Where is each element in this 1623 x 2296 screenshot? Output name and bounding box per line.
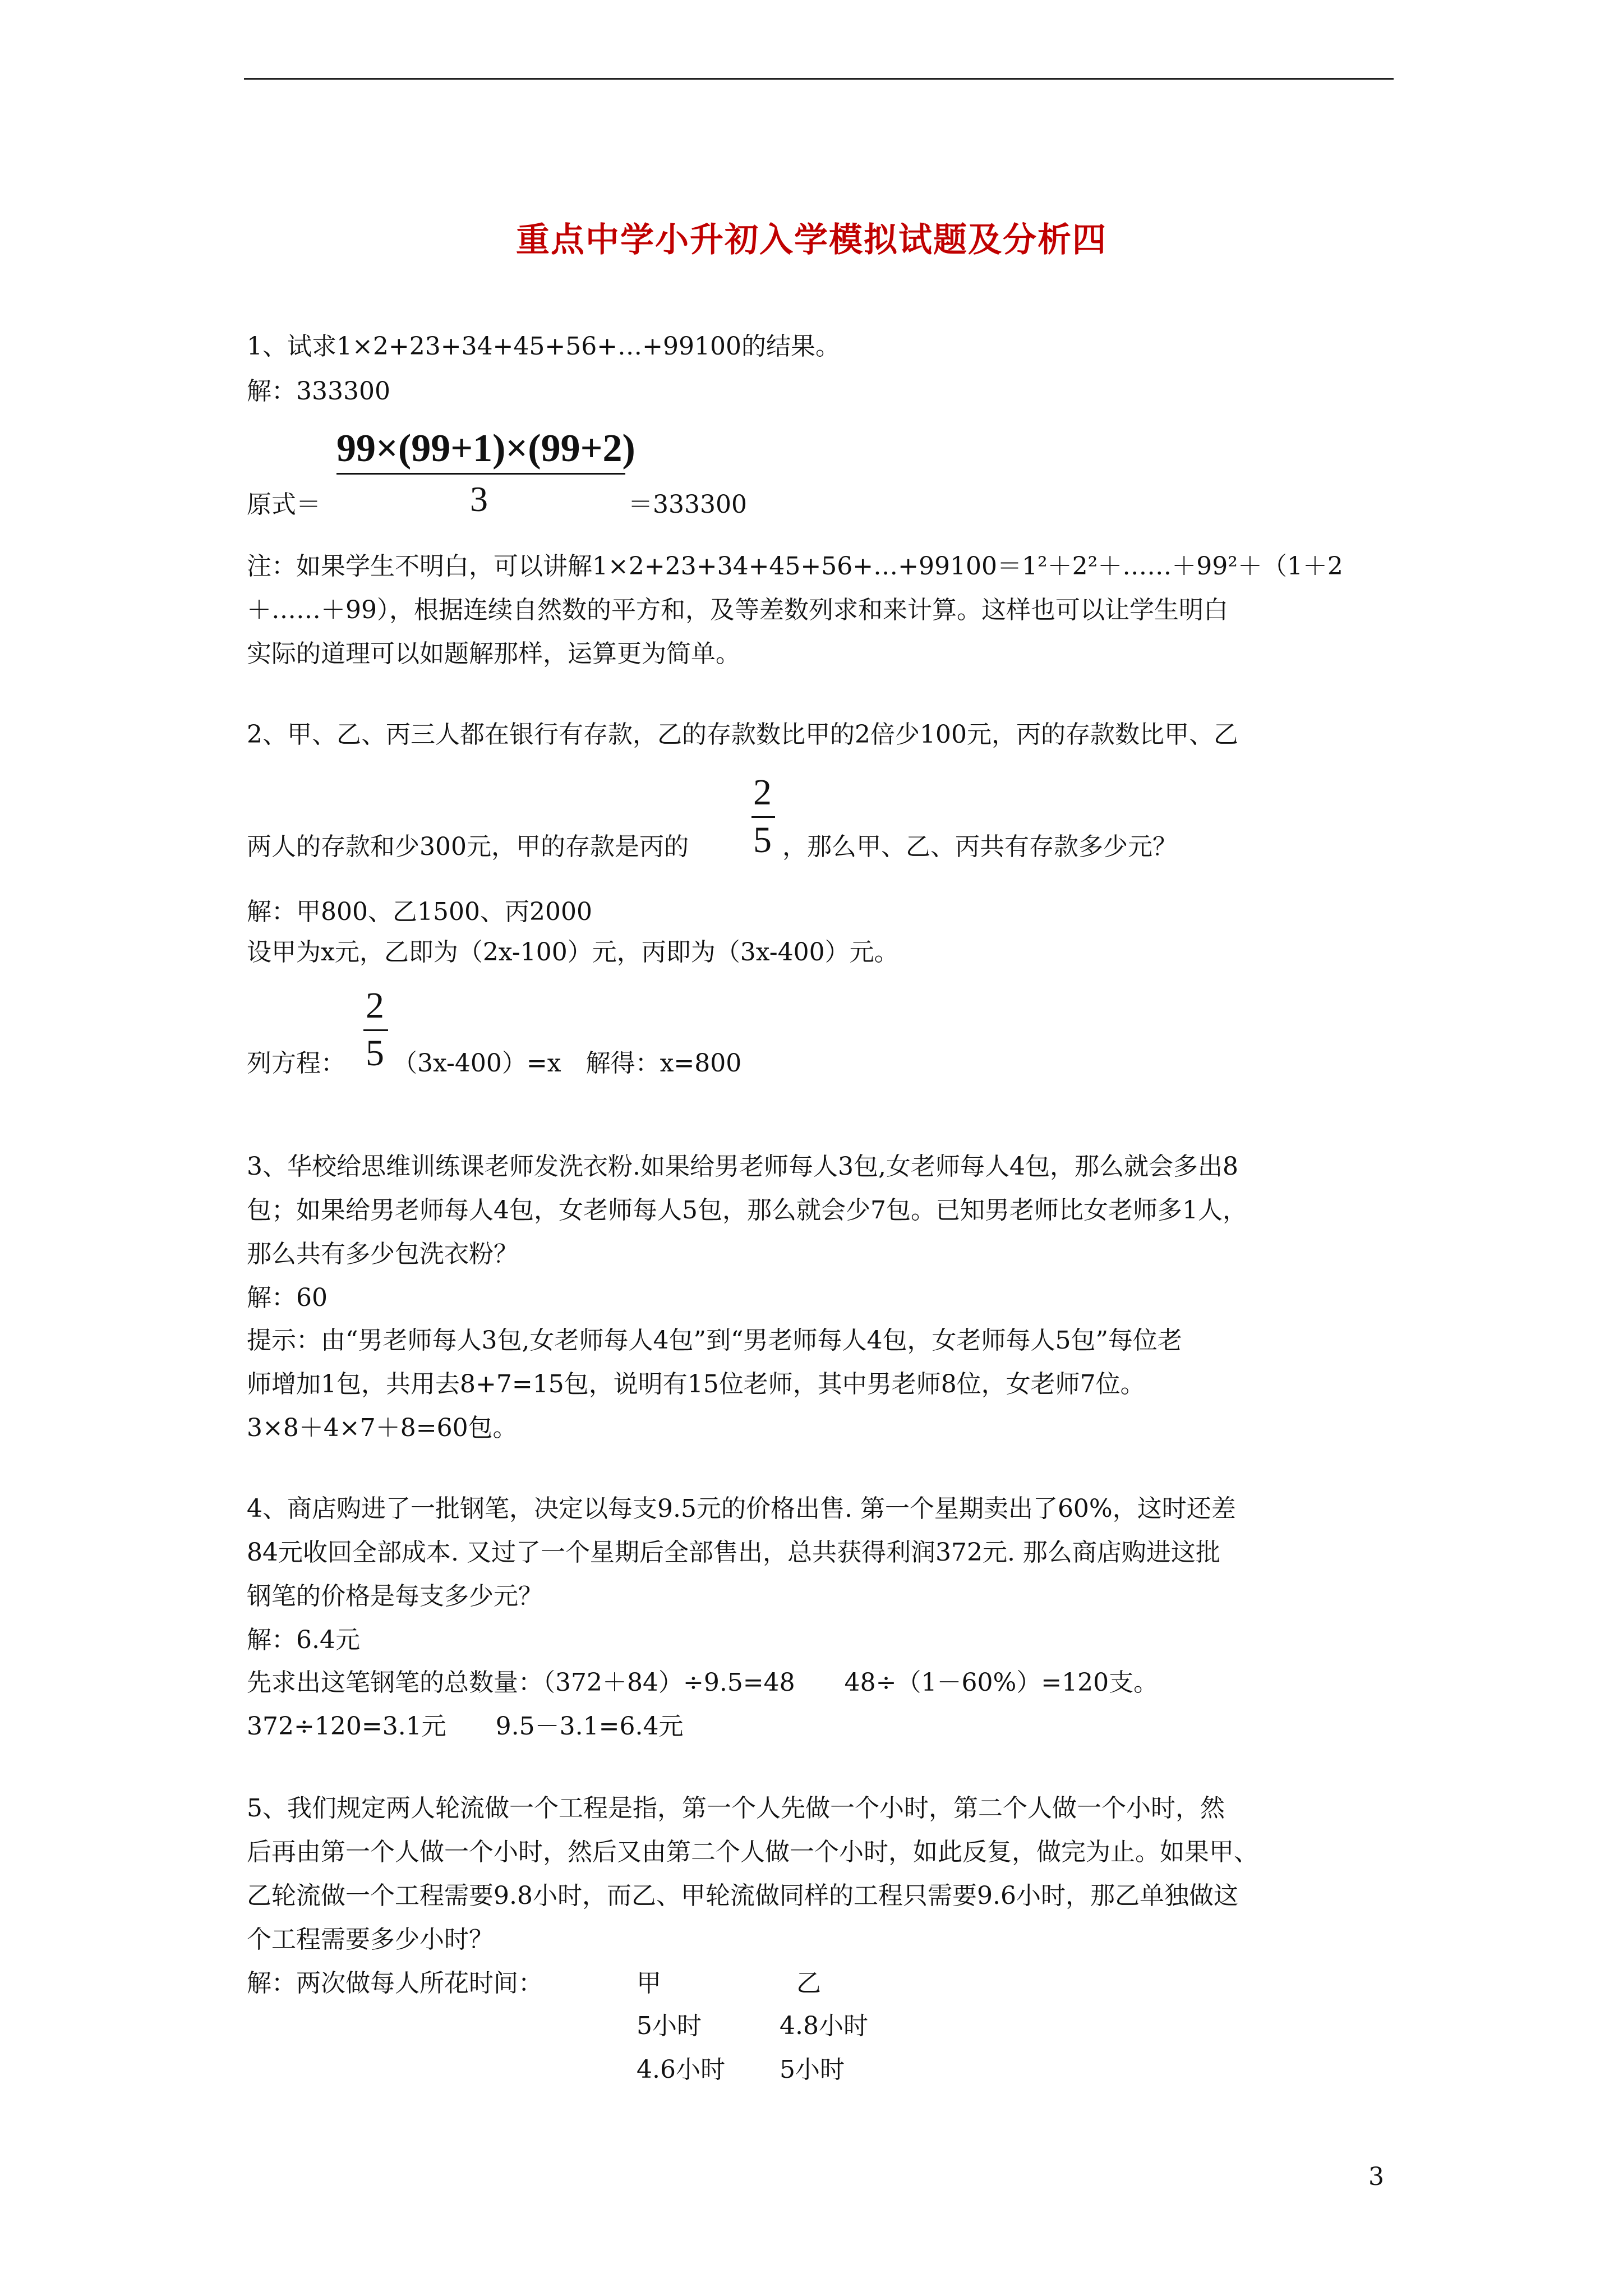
q4-line3: 钢笔的价格是每支多少元？ [247,1582,543,1611]
q2-line2b: ，那么甲、乙、丙共有存款多少元？ [782,832,1177,861]
q5-col-a-header: 甲 [637,1969,661,1998]
q2-setup: 设甲为x元，乙即为（2x-100）元，丙即为（3x-400）元。 [247,938,899,967]
q5-line2: 后再由第一个人做一个小时，然后又由第二个人做一个小时，如此反复，做完为止。如果甲、 [247,1838,1258,1866]
q4-line1: 4、商店购进了一批钢笔，决定以每支9.5元的价格出售. 第一个星期卖出了60%，这时还差 [247,1494,1236,1523]
header-rule [244,78,1394,80]
q3-hint-line3: 3×8＋4×7＋8=60包。 [247,1414,518,1442]
q3-line2: 包；如果给男老师每人4包，女老师每人5包，那么就会少7包。已知男老师比女老师多1人， [247,1196,1247,1225]
q5-answer-prefix: 解：两次做每人所花时间： [247,1969,543,1998]
q2-line2a: 两人的存款和少300元，甲的存款是丙的 [247,832,689,861]
q4-answer: 解：6.4元 [247,1626,360,1654]
q1-note-line3: 实际的道理可以如题解那样，运算更为简单。 [247,639,740,668]
q1-note-line1: 注：如果学生不明白，可以讲解1×2+23+34+45+56+…+99100＝1²＋2²＋……＋99²＋（1＋2 [247,552,1343,581]
q1-formula-denominator: 3 [470,479,488,519]
q4-step2: 372÷120=3.1元 9.5－3.1=6.4元 [247,1712,684,1741]
q3-answer: 解：60 [247,1283,328,1312]
q1-formula-bar [336,473,625,475]
q2-eq-fraction-denominator: 5 [366,1033,384,1074]
q5-line1: 5、我们规定两人轮流做一个工程是指，第一个人先做一个小时，第二个人做一个小时，然 [247,1794,1225,1823]
q5-line4: 个工程需要多少小时？ [247,1925,494,1954]
q2-fraction-denominator: 5 [753,820,772,861]
q4-line2: 84元收回全部成本. 又过了一个星期后全部售出，总共获得利润372元. 那么商店购进这批 [247,1538,1220,1567]
q2-eq-fraction-bar [363,1029,388,1031]
q2-fraction-numerator: 2 [753,772,772,813]
q5-row2-a: 4.6小时 [637,2055,725,2084]
q1-formula-numerator: 99×(99+1)×(99+2) [336,427,635,470]
q5-row1-b: 4.8小时 [780,2012,868,2040]
q1-note-line2: ＋……＋99），根据连续自然数的平方和，及等差数列求和来计算。这样也可以让学生明白 [247,596,1228,624]
page-number: 3 [1368,2162,1384,2191]
q5-row2-b: 5小时 [780,2055,845,2084]
q4-step1: 先求出这笔钢笔的总数量：（372＋84）÷9.5=48 48÷（1－60%）=120支。 [247,1668,1159,1697]
q5-row1-a: 5小时 [637,2012,702,2040]
q2-answer: 解：甲800、乙1500、丙2000 [247,898,592,926]
q1-formula-prefix: 原式＝ [247,490,321,519]
q2-eq-prefix: 列方程： [247,1049,345,1078]
q3-line1: 3、华校给思维训练课老师发洗衣粉.如果给男老师每人3包,女老师每人4包，那么就会多出8 [247,1152,1238,1181]
q3-hint-line2: 师增加1包，共用去8+7=15包，说明有15位老师，其中男老师8位，女老师7位。 [247,1370,1145,1398]
page-title: 重点中学小升初入学模拟试题及分析四 [516,220,1107,260]
q2-fraction-bar [751,816,775,818]
q5-col-b-header: 乙 [796,1969,821,1998]
q1-answer: 解：333300 [247,377,390,406]
q3-line3: 那么共有多少包洗衣粉？ [247,1240,518,1268]
q1-question: 1、试求1×2+23+34+45+56+…+99100的结果。 [247,332,840,361]
q1-formula-result: ＝333300 [628,490,747,519]
q2-eq-body: （3x-400）=x 解得：x=800 [393,1049,742,1078]
q5-line3: 乙轮流做一个工程需要9.8小时，而乙、甲轮流做同样的工程只需要9.6小时，那乙单独做这 [247,1881,1238,1910]
q2-line1: 2、甲、乙、丙三人都在银行有存款，乙的存款数比甲的2倍少100元，丙的存款数比甲、乙 [247,720,1238,749]
q2-eq-fraction-numerator: 2 [366,985,384,1026]
q3-hint-line1: 提示：由“男老师每人3包,女老师每人4包”到“男老师每人4包，女老师每人5包”每位老 [247,1326,1182,1355]
